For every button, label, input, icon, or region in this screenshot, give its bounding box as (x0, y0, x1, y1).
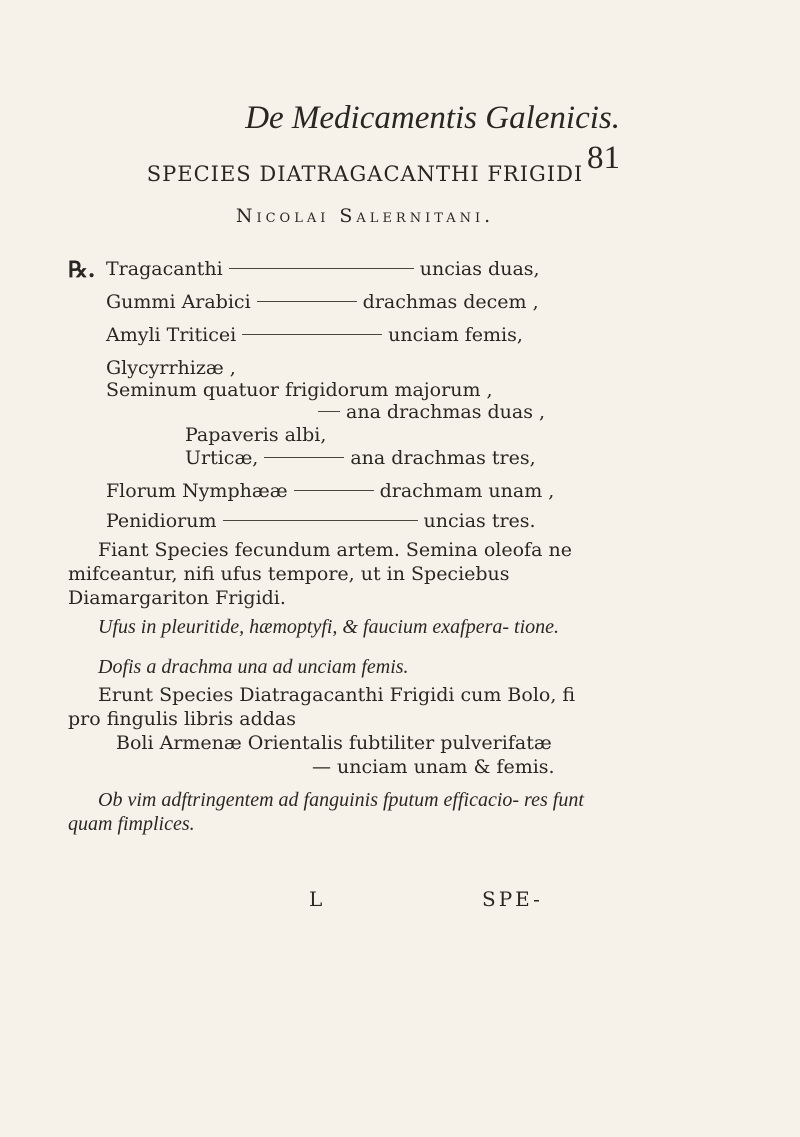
dosage-text: Dofis a drachma una ad unciam femis. (98, 656, 409, 678)
ingredient-name: Gummi Arabici (106, 291, 251, 313)
ingredient-amount: uncias duas, (419, 258, 540, 280)
header-title: De Medicamentis Galenicis. (245, 100, 620, 136)
ingredient-amount: ana drachmas tres, (350, 447, 536, 469)
ingredient-amount: unciam femis, (388, 324, 523, 346)
bolus-amount: — unciam unam & femis. (312, 756, 555, 778)
dash-rule (229, 268, 414, 269)
ingredient-name: Tragacanthi (106, 258, 223, 280)
ingredient-name: Glycyrrhizæ , (106, 357, 236, 379)
dash-rule (264, 457, 344, 458)
ingredient-line (106, 480, 554, 502)
ingredient-line (318, 401, 545, 423)
recipe-symbol: ℞. (68, 257, 96, 283)
ingredient-name: Florum Nymphææ (106, 480, 288, 502)
dash-rule (223, 520, 418, 521)
dash-rule (318, 411, 340, 412)
ingredient-name: Papaveris albi, (185, 424, 327, 446)
page-number: 81 (587, 140, 620, 176)
catchword: SPE- (482, 887, 543, 911)
ingredient-name: Amyli Triticei (106, 324, 237, 346)
ingredient-line (185, 447, 536, 469)
ingredient-name: Urticæ, (185, 447, 259, 469)
ingredient-line (106, 357, 236, 379)
dash-rule (242, 334, 382, 335)
ingredient-line (106, 324, 523, 346)
ingredient-amount: ana drachmas duas , (346, 401, 546, 423)
recipe-author: Nicolai Salernitani. (235, 205, 495, 227)
ingredient-line (106, 510, 536, 532)
note-text: Ob vim adftringentem ad fanguinis fputum efficacio- res funt quam fimplices. (68, 789, 584, 835)
ingredient-name: Penidiorum (106, 510, 217, 532)
ingredient-name: Seminum quatuor frigidorum majorum , (106, 379, 493, 401)
ingredient-amount: drachmam unam , (379, 480, 555, 502)
ingredient-amount: uncias tres. (423, 510, 536, 532)
bolus-line: Boli Armenæ Orientalis fubtiliter pulverifatæ (116, 732, 552, 754)
usage-text: Ufus in pleuritide, hæmoptyfi, & faucium exafpera- tione. (98, 616, 560, 638)
ingredient-line (185, 424, 326, 446)
ingredient-line (106, 258, 540, 280)
ingredient-line (106, 379, 493, 401)
variant-text: Erunt Species Diatragacanthi Frigidi cum Bolo, fi pro fingulis libris addas (68, 684, 576, 730)
signature-mark: L (309, 887, 326, 911)
dash-rule (257, 301, 357, 302)
ingredient-amount: drachmas decem , (362, 291, 539, 313)
ingredient-line (106, 291, 539, 313)
recipe-title: SPECIES DIATRAGACANTHI FRIGIDI (146, 162, 584, 186)
preparation-text: Fiant Species fecundum artem. Semina oleofa ne mifceantur, nifi ufus tempore, ut in Speciebus Diamargariton Frigidi. (68, 539, 572, 609)
dash-rule (294, 490, 374, 491)
